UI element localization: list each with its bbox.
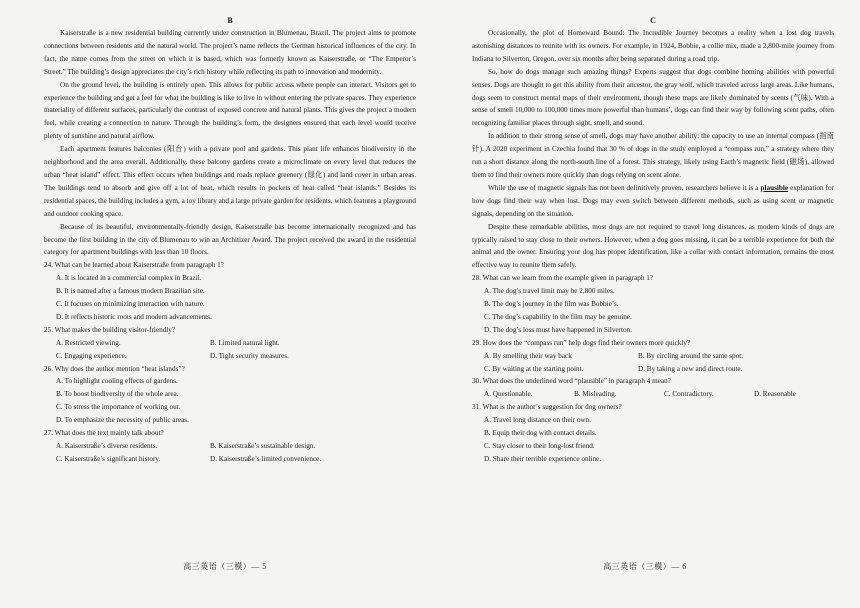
question-25-options-row-2 — [56, 350, 416, 363]
question-28-option-a: A. The dog’s travel limit may be 2,800 miles. — [484, 287, 615, 296]
passage-b-paragraph-2: On the ground level, the building is entirely open. This allows for public access where people can interact. Visitors get to experience the building and get a feel for what the building is like to live in without entering the private spaces. They experience materiality of different surfaces, particularly the contrast of exposed concrete and natural plants. This gives the project a modern feel, while creating a connection to nature. Through the building’s form, the designers ensured that each level would receive plenty of sunshine and natural airflow. — [44, 80, 416, 141]
question-29-option-c: C. By waiting at the starting point. — [484, 364, 584, 373]
page-footer-right: 高三英语（三模）— 6 — [603, 562, 687, 572]
question-25-options-row-1 — [56, 337, 416, 350]
question-28-stem: 28. What can we learn from the example given in paragraph 1? — [472, 274, 654, 283]
page-footer-left: 高三英语（三模）— 5 — [183, 562, 267, 572]
passage-c-paragraph-3: In addition to their strong sense of smell, dogs may have another ability: the capacity to use an internal compass (指南针). A 2020 experiment in Czechia found that 30 % of dogs in the study employed a “compass run,” a strategy where they run a short distance along the north-south line of a forest. This strategy, likely using Earth’s magnetic field (磁场), allowed them to find their owners more quickly than dogs relying on scent alone. — [472, 132, 834, 179]
question-31-option-c: C. Stay closer to their long-lost friend. — [484, 442, 595, 450]
question-30-stem: 30. What does the underlined word “plausible” in paragraph 4 mean? — [472, 377, 671, 386]
question-25-option-c: C. Engaging experience. — [56, 351, 127, 360]
question-29-stem: 29. How does the “compass run” help dogs find their owners more quickly? — [472, 338, 691, 347]
question-31-stem: 31. What is the author’s suggestion for dog owners? — [472, 403, 622, 412]
question-25-option-a: A. Restricted viewing. — [56, 338, 121, 347]
question-31-option-d: D. Share their terrible experience online. — [484, 454, 602, 463]
question-28-option-d: D. The dog’s loss must have happened in Silverton. — [484, 325, 632, 334]
question-29-option-b: B. By circling around the same spot. — [638, 351, 743, 360]
right-page — [430, 0, 860, 608]
question-31-option-b: B. Equip their dog with contact details. — [484, 429, 597, 438]
question-25-option-d: D. Tight security measures. — [210, 351, 289, 360]
paragraph-4-text-start: While the use of magnetic signals has not been definitively proven, researchers believe it is a — [488, 183, 761, 192]
question-30-option-b: B. Misleading. — [574, 390, 617, 399]
question-27-options-row-2 — [56, 453, 416, 466]
question-24-option-a: A. It is located in a commercial complex in Brazil. — [56, 274, 202, 283]
question-26-option-b: B. To boost biodiversity of the whole area. — [56, 390, 179, 399]
section-heading-c: C — [650, 16, 656, 25]
question-29-options-row-1 — [484, 350, 834, 363]
question-27-option-a: A. Kaiserstraße’s diverse residents. — [56, 442, 158, 450]
passage-c-paragraph-5: Despite these remarkable abilities, most dogs are not required to travel long distances, as modern kinds of dogs are typically raised to stay close to their owners. However, when a dog goes missing, it can be a terrible experience for both the animal and the owner. Ensuring your dog has proper identification, like a collar with contact information, remains the most effective way to reunite them safely. — [472, 222, 834, 270]
passage-c-paragraph-4 — [472, 182, 834, 221]
underlined-word-plausible: plausible — [760, 183, 789, 192]
question-26-option-d: D. To emphasize the necessity of public areas. — [56, 416, 189, 425]
question-30-option-a: A. Questionable. — [484, 390, 533, 399]
question-28-option-b: B. The dog’s journey in the film was Bobbie’s. — [484, 300, 619, 309]
question-24-stem: 24. What can be learned about Kaiserstraße from paragraph 1? — [44, 261, 224, 270]
question-26-option-c: C. To stress the importance of working out. — [56, 403, 181, 412]
question-27-option-c: C. Kaiserstraße’s significant history. — [56, 454, 161, 463]
question-24-option-c: C. It focuses on minimizing interaction with nature. — [56, 300, 205, 309]
question-29-option-d: D. By taking a new and direct route. — [638, 364, 743, 373]
question-25-stem: 25. What makes the building visitor-friendly? — [44, 325, 176, 334]
question-27-options-row-1 — [56, 440, 416, 453]
passage-c-paragraph-2: So, how do dogs manage such amazing things? Experts suggest that dogs combine homing abilities with powerful senses. Dogs are thought to get this ability from their ancestor, the gray wolf, which traveled across large areas. Like humans, dogs seem to construct mental maps of their environment, though these maps are likely dominated by scents (气味). With a sense of smell 10,000 to 100,000 times more powerful than humans’, dogs can find their way by following scent paths, often recognizing familiar places through sight, smell, and sound. — [472, 67, 834, 128]
question-30-options-row — [484, 388, 834, 401]
question-31-option-a: A. Travel long distance on their own. — [484, 416, 592, 425]
paragraph-4-text-end: explanation for how dogs find their way when lost. Dogs may even switch between different methods, such as using scent or magnetic signals, depending on the situation. — [472, 183, 834, 218]
question-27-option-b: B. Kaiserstraße’s sustainable design. — [210, 442, 316, 450]
question-27-option-d: D. Kaiserstraße’s limited convenience. — [210, 454, 322, 463]
question-29-options-row-2 — [484, 363, 834, 376]
question-28-option-c: C. The dog’s capability in the film may be genuine. — [484, 312, 632, 321]
passage-b-paragraph-3: Each apartment features balconies (阳台) with a private pool and gardens. This plant life enhances biodiversity in the neighborhood and the area overall. Additionally, these balcony gardens create a microclimate on every level that reduces the urban “heat island” effect. This effect occurs when buildings and roads replace greenery (绿化) and land cover in urban areas. The buildings tend to absorb and give off a lot of heat, which results in pockets of heat called “heat islands.” Besides its residential spaces, the building includes a gym, a toy library and a large private garden for residents, which features a playground and outdoor cooking space. — [44, 145, 416, 218]
question-24-option-d: D. It reflects historic roots and modern advancements. — [56, 312, 212, 321]
passage-b-paragraph-4: Because of its beautiful, environmentally-friendly design, Kaiserstraße has become internationally recognized and has become the first building in the city of Blumenau to win an Architizer Award. The project received the award in the residential category for apartment buildings with less than 10 floors. — [44, 222, 416, 257]
passage-c-paragraph-1: Occasionally, the plot of Homeward Bound: The Incredible Journey becomes a reality when a lost dog travels astonishing distances to reunite with its owners. For example, in 1924, Bobbie, a collie mix, made a 2,800-mile journey from Indiana to Silverton, Oregon, over six months after being separated during a road trip. — [472, 29, 834, 63]
question-27-stem: 27. What does the text mainly talk about? — [44, 429, 164, 438]
passage-b-paragraph-1: Kaiserstraße is a new residential building currently under construction in Blumenau, Brazil. The project aims to promote connections between residents and the natural world. The project’s name reflects the German historical influences of the city. In fact, the name comes from the street on which it is based, which was formerly known as Kaiserstraße, or “The Emperor’s Street.” The building’s design appreciates the city’s rich history while reflecting its path to innovation and modernity. — [44, 29, 416, 76]
question-26-option-a: A. To highlight cooling effects of gardens. — [56, 377, 178, 386]
question-30-option-d: D. Reasonable — [754, 390, 796, 399]
section-heading-b: B — [227, 16, 233, 25]
question-30-option-c: C. Contradictory. — [664, 390, 714, 399]
question-24-option-b: B. It is named after a famous modern Brazilian site. — [56, 287, 205, 296]
question-26-stem: 26. Why does the author mention “heat islands”? — [44, 364, 185, 373]
question-29-option-a: A. By smelling their way back — [484, 351, 572, 360]
question-25-option-b: B. Limited natural light. — [210, 338, 280, 347]
